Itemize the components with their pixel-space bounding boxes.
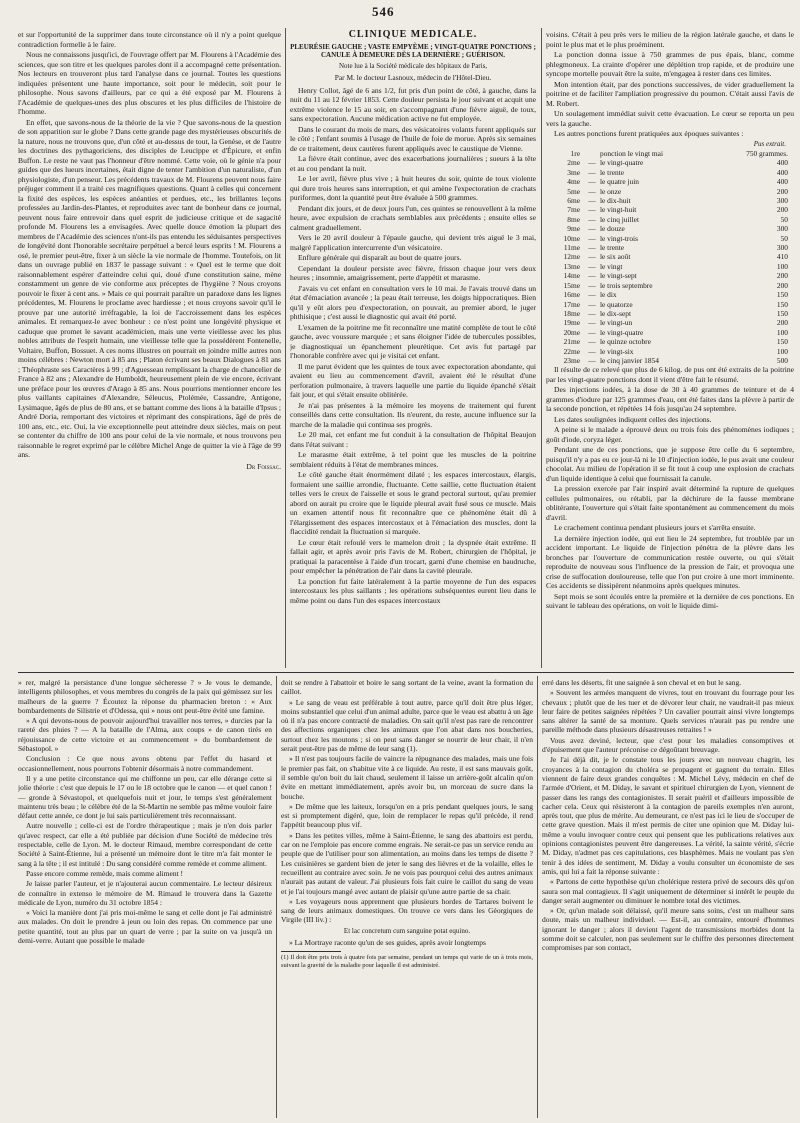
punction-number: 11me — [563, 243, 580, 253]
column-clinique-continued — [546, 30, 794, 670]
latin-verse: Et lac concretum cum sanguine potat equino. — [343, 926, 471, 935]
dash: — — [588, 177, 596, 187]
punction-date: le vingt-quatre — [600, 327, 644, 337]
dash: — — [588, 299, 596, 309]
paragraph: La ponction fut faite latéralement à la partie moyenne de l'un des espaces intercostaux les plus saillants ; les opérations subséquentes eurent lieu dans le même point ou dans l'un des espaces intercostaux — [290, 576, 536, 605]
punction-number: 5me — [567, 186, 580, 196]
punction-number: 9me — [567, 224, 580, 234]
punction-date: le quatorze — [600, 299, 633, 309]
punction-number: 21me — [563, 337, 580, 347]
paragraph: et sur l'opportunité de la supprimer dans toute circonstance où il n'y a point quelque contradiction formelle à le faire. — [18, 30, 281, 49]
punction-number: 16me — [563, 290, 580, 300]
punction-date: le trois septembre — [600, 280, 653, 290]
paragraph: La dernière injection iodée, qui eut lieu le 24 septembre, fut troublée par un accident important. Le liquide de l'injection pénétra de la plèvre dans les bronches par l'ouverture de communication restée ouverte, ou qui s'était reproduite de nouveau sous l'influence de la pression de l'air, et provoqua une crise de suffocation douloureuse, telle que l'on put croire à une mort imminente. Ces accidents se dissipèrent néanmoins après quelques minutes. — [546, 533, 794, 591]
punction-number: 23me — [563, 355, 580, 365]
punction-number: 19me — [563, 318, 580, 328]
punction-date: le vingt-un — [600, 318, 633, 328]
pus-amount: 410 — [776, 252, 788, 262]
column-divider — [276, 676, 277, 1118]
paragraph: Passe encore comme remède, mais comme aliment ! — [26, 868, 184, 878]
paragraph: La fièvre était continue, avec des exacerbations journalières ; sueurs à la tête et au cou pendant la nuit. — [290, 154, 536, 173]
punction-date: le dix — [600, 290, 617, 300]
punction-row — [546, 205, 794, 214]
paragraph: Conclusion : Ce que nous avons obtenu par l'effet du hasard et occasionnellement, nous pourrons l'obtenir désormais à notre commandement. — [18, 754, 272, 773]
punction-date: le dix-sept — [600, 308, 631, 318]
dash: — — [588, 280, 596, 290]
paragraph: Il me parut évident que les quintes de toux avec expectoration abondante, qui avaient eu lieu au commencement d'avril, avaient été le résultat d'une perforation pulmonaire, à travers laquelle une partie du liquide épanché s'était fait jour, et qui s'était ensuite oblitérée. — [290, 361, 536, 399]
punction-row — [546, 318, 794, 327]
paragraph: Le marasme était extrême, à tel point que les muscles de la poitrine semblaient réduits à l'état de membranes minces. — [290, 450, 536, 469]
dash: — — [588, 186, 596, 196]
dash: — — [588, 308, 596, 318]
punction-row — [546, 328, 794, 337]
punction-row — [546, 234, 794, 243]
pus-amount: 100 — [776, 261, 788, 271]
pus-amount: 200 — [776, 186, 788, 196]
paragraph: » Or, qu'un malade soit délaissé, qu'il meure sans soins, c'est un malheur sans doute, mais un malheur individuel. — Est-il, au contraire, entouré d'hommes ignorant le danger ; alors il devient l'agent de transmissions morbides dont la somme doit se calculer, non pas seulement sur le chiffre des personnes directement compromises par son contact, — [542, 906, 794, 953]
punction-row — [546, 168, 794, 177]
paragraph: voisins. C'était à peu près vers le milieu de la région latérale gauche, et dans le point le plus mat et le plus proéminent. — [546, 30, 794, 49]
dash: — — [588, 327, 596, 337]
punction-number: 3me — [567, 167, 580, 177]
paragraph: » La Mortraye raconte qu'un de ses guides, après avoir longtemps — [289, 938, 486, 948]
punction-number: 7me — [567, 205, 580, 215]
pus-amount: 150 — [776, 290, 788, 300]
paragraph: » Il n'est pas toujours facile de vaincre la répugnance des malades, mais une fois le premier pas fait, on s'habitue vite à ce liquide. Au reste, il est sans mauvais goût, il semble qu'on boit du lait chaud, seulement il laisse un arrière-goût alcalin qu'on évite en mettant immédiatement, après avoir bu, un morceau de sucre dans la bouche. — [281, 754, 533, 801]
dash: — — [588, 158, 596, 168]
pus-amount: 200 — [776, 205, 788, 215]
punction-row — [546, 300, 794, 309]
pus-amount: 300 — [776, 224, 788, 234]
paragraph: Le 20 mai, cet enfant me fut conduit à la consultation de l'hôpital Beaujon dans l'état suivant : — [290, 430, 536, 449]
punction-date: le douze — [600, 224, 625, 234]
section-author: Par M. le docteur Lasnoux, médecin de l'Hôtel-Dieu. — [334, 73, 492, 82]
punction-date: le quinze octobre — [600, 337, 651, 347]
table-header: Pus extrait. — [753, 139, 786, 148]
paragraph: Je laisse parler l'auteur, et je n'ajouterai aucun commentaire. Le lecteur désireux de connaître in extenso le mémoire de M. Rimaud le trouvera dans la Gazette médicale de Lyon, numéro du 31 octobre 1854 : — [18, 879, 272, 907]
dash: — — [588, 318, 596, 328]
punction-number: 22me — [563, 346, 580, 356]
punction-number: 18me — [563, 308, 580, 318]
punction-row — [546, 271, 794, 280]
punction-row — [546, 281, 794, 290]
dash: — — [588, 290, 596, 300]
punction-number: 20me — [563, 327, 580, 337]
column-clinique-medicale — [290, 30, 536, 670]
paragraph: L'examen de la poitrine me fit reconnaître une matité complète de tout le côté gauche, avec voussure marquée ; et sans éloigner l'idée de tubercules possibles, je diagnostiquai un épanchement pleurétique. Cet avis fut partagé par l'honorable confrère avec qui je visitai cet enfant. — [290, 322, 536, 360]
footnote-divider — [281, 951, 341, 952]
punction-row — [546, 337, 794, 346]
dash: — — [588, 337, 596, 347]
author-signature: Dr Foissac. — [246, 461, 281, 471]
paragraph: » Dans les petites villes, même à Saint-Étienne, le sang des abattoirs est perdu, car on ne l'emploie pas encore comme engrais. Ne serait-ce pas un service rendu au peuple que de l'utiliser pour son alimentation, au moins dans les temps de disette ? Les cuisinières se gardent bien de jeter le sang des lièvres et de la volaille, elles le recueillent au contraire avec soin. Je ne vois pas pourquoi celui des autres animaux n'aurait pas autant de valeur. J'ai plusieurs fois fait cuire le caillot du sang de veau et je l'ai toujours mangé avec autant de plaisir qu'une autre partie de sa chair. — [281, 830, 533, 896]
paragraph: Le côté gauche était énormément dilaté ; les espaces intercostaux, élargis, formaient une saillie arrondie, fluctuante. Cette saillie, cette fluctuation étaient telles vers le creux de l'aisselle et sous le grand pectoral surtout, qu'au premier abord on aurait pu croire que le liquide pleural avait fusé sous ce muscle. Mais un examen attentif nous fit reconnaître que ce phénomène était dû à l'élargissement des espaces intercostaux et à l'émaciation des muscles, dont la flaccidité rendait la fluctuation si marquée. — [290, 470, 536, 536]
paragraph: Il résulte de ce relevé que plus de 6 kilog. de pus ont été extraits de la poitrine par les vingt-quatre ponctions dont il vient d'être fait le résumé. — [546, 365, 794, 384]
punction-row — [546, 262, 794, 271]
pus-amount: 500 — [776, 355, 788, 365]
dash: — — [588, 233, 596, 243]
paragraph: Sept mois se sont écoulés entre la première et la dernière de ces ponctions. En suivant le tableau des opérations, on voit le liquide dimi- — [546, 591, 794, 611]
punction-date: le vingt-six — [600, 346, 634, 356]
punction-row — [546, 252, 794, 261]
punction-number: 10me — [563, 233, 580, 243]
punction-date: le trente — [600, 243, 625, 253]
paragraph: « Voici la manière dont j'ai pris moi-même le sang et celle dont je l'ai administré aux malades. On doit le prendre à jeun ou loin des repas. On commence par une petite quantité, tout au plus par un quart de verre ; par la suite on va jusqu'à un demi-verre. Autant que possible le malade — [18, 908, 272, 946]
punction-date: le trente — [600, 167, 625, 177]
punctions-table — [546, 149, 794, 365]
column-feuilleton-right — [542, 678, 794, 1118]
punction-date: le quatre juin — [600, 177, 639, 187]
paragraph: Le crachement continua pendant plusieurs jours et s'arrêta ensuite. — [554, 523, 756, 533]
punction-number: 17me — [563, 299, 580, 309]
dash: — — [588, 167, 596, 177]
dash: — — [588, 346, 596, 356]
paragraph: Cependant la douleur persiste avec fièvre, frisson chaque jour vers deux heures ; insomnie, amaigrissement, perte d'appétit et marasme. — [290, 263, 536, 282]
punction-number: 14me — [563, 271, 580, 281]
paragraph: Je l'ai déjà dit, je le constate tous les jours avec un nouveau chagrin, les croyances à la contagion du choléra se propagent et gagnent du terrain. Elles viennent de faire deux grandes conquêtes : M. Michel Lévy, médecin en chef de l'armée d'Orient, et M. Diday, le savant et spirituel chirurgien de Lyon, viennent de passer dans les rangs des contagionistes. Il serait puéril et d'ailleurs impossible de cacher cela. Ceux qui résisteront à la contagion de pareils exemples n'en auront, après tout, que plus de mérite. Au demeurant, ce n'est pas ici le lieu de s'occuper de cette grave question. Mais il m'est permis de citer une opinion que M. Diday lui-même a voulu invoquer contre ceux qui pensent que les publications relatives aux opinions contagionistes peuvent être dangereuses. La vérité, la sainte vérité, s'écrie M. Diday, n'admet pas ces capitulations, ces blasphèmes. Mais ne voulant pas s'en tenir à des idées de sentiment, M. Diday a voulu consulter un économiste de ses amis, qui lui a fait la réponse suivante : — [542, 755, 794, 876]
paragraph: A peine si le malade a éprouvé deux ou trois fois des phénomènes iodiques ; goût d'iode, coryza léger. — [546, 425, 794, 444]
pus-amount: 150 — [776, 337, 788, 347]
punction-row — [546, 158, 794, 167]
paragraph: Vers le 20 avril douleur à l'épaule gauche, qui devient très aiguë le 3 mai, malgré l'application intercurrente d'un vésicatoire. — [290, 233, 536, 252]
column-divider — [537, 676, 538, 1118]
punction-row — [546, 215, 794, 224]
pus-amount: 150 — [776, 308, 788, 318]
punction-date: le cinq juillet — [600, 214, 639, 224]
paragraph: erré dans les déserts, fit une saignée à son cheval et en but le sang. — [542, 678, 742, 687]
paragraph: Des injections iodées, à la dose de 30 à 40 grammes de teinture et de 4 grammes d'iodure par 125 grammes d'eau, ont été faites dans la plèvre à partir de la seconde ponction, et répétées 14 fois jusqu'au 24 septembre. — [546, 385, 794, 414]
punction-date: ponction le vingt mai — [600, 149, 664, 158]
paragraph: Autre nouvelle ; celle-ci est de l'ordre thérapeutique ; mais je n'en dois parler qu'avec respect, car elle a été publiée par décision d'une Société de médecine très respectable, celle de Lyon. M. le docteur Rimaud, membre correspondant de cette Société à Saint-Étienne, lui a présenté un mémoire dont le titre m'a fait monter le sang à la tête ; il est intitulé : Du sang considéré comme remède et comme aliment. — [18, 821, 272, 868]
punction-date: le vingt-trois — [600, 233, 638, 243]
page-number: 546 — [372, 4, 395, 19]
paragraph: » A qui devons-nous de pouvoir aujourd'hui travailler nos terres, » durcies par la rareté des pluies ? — A la bataille de l'Alma, aux coups » de canon tirés en réjouissance de cette victoire et au commencement » du bombardement de Sébastopol. » — [18, 716, 272, 754]
column-divider — [285, 28, 286, 668]
paragraph: Un soulagement immédiat suivit cette évacuation. Le cœur se reporta un peu vers la gauche. — [546, 109, 794, 128]
paragraph: Il y a une petite circonstance qui me chiffonne un peu, car elle dérange cette si jolie théorie : c'est que depuis le 17 ou le 18 octobre que le canon — et quel canon ! — gronde à Sévastopol, et quelquefois nuit et jour, le temps s'est généralement maintenu très beau ; le célèbre été de la St-Martin ne semble pas même vouloir faire défaut cette année, ce dont je lui sais particulièrement très reconnaissant. — [18, 773, 272, 821]
section-divider — [18, 672, 794, 673]
paragraph: « Partons de cette hypothèse qu'un cholérique restera privé de secours dès qu'on saura son mal contagieux. Il s'agit uniquement de déterminer si intérêt le peuple du danger serait augmenter ou diminuer le nombre total des victimes. — [542, 877, 794, 905]
dash: — — [588, 243, 596, 253]
dash: — — [588, 214, 596, 224]
pus-amount: 200 — [776, 280, 788, 290]
paragraph: Le cœur était refoulé vers le mamelon droit ; la dyspnée était extrême. Il fallait agir, et après avoir pris l'avis de M. Robert, chirurgien de l'hôpital, je pratiquai la paracentèse à l'aide d'un trocart, garni d'une chemise en baudruche, pour empêcher la pénétration de l'air dans la cavité pleurale. — [290, 537, 536, 575]
column-divider — [541, 28, 542, 668]
paragraph: En effet, que savons-nous de la théorie de la vie ? Que savons-nous de la question de son apparition sur le globe ? Dans cette grande page des mystérieuses obscurités de la nature, nous ne trouvons que, d'un côté et au-dessus de tout, la Genèse, et de l'autre les doctrines des pythagoriciens, des disciples de Leucippe et d'Épicure, et enfin Buffon. Le reste ne vaut pas l'honneur d'être nommé. Cette voie, où le génie n'a pour guides que des lueurs incertaines, était digne de tenter l'ambition d'un naturaliste, d'un physiologiste, d'un penseur. Les précédents travaux de M. Flourens peuvent nous faire préjuger comment il a traité ces magnifiques questions. Quant à celles qui concernent la fixité des espèces, les espèces anéanties et perdues, etc., les brillantes leçons professées au Jardin-des-Plantes, et reproduites avec tant de bonheur dans ce journal, peuvent nous faire entrevoir dans quel esprit de judicieuse critique et de sagacité profonde M. Flourens les a envisagées. Avec quelle douce émotion la plupart des membres de l'Académie des sciences n'ont-ils pas entendu les séduisantes perspectives de longévité dont l'honorable secrétaire perpétuel a bercé leurs esprits ! M. Flourens a osé, le premier peut-être, fixer à un siècle la vie normale de l'homme. Toutefois, on lit dans un ouvrage publié en 1837 le passage suivant : « Quel est le terme que doit raisonnablement espérer d'atteindre celui qui, doué d'une constitution saine, mène constamment un genre de vie conforme aux préceptes de l'hygiène ? Nous croyons pouvoir le fixer à cent ans. » Mais ce qui pourrait paraître un paradoxe dans les lignes précédentes, M. Flourens le proclame avec hardiesse ; et nous croyons savoir qu'il le prouve par une autorité irréfragable, la loi de l'accroissement dans les espèces animales. Et remarquez-le avec bonheur : ce n'est point une longévité physique et caduque que promet le savant académicien, mais une verte vieillesse avec les plus nobles attributs de l'esprit humain, une vieillesse telle que la possédèrent Fontenelle, Voltaire, Buffon, Bossuet. A ces noms illustres on pourrait en joindre mille autres non moins célèbres : Newton mort à 85 ans ; Platon écrivant ses beaux Dialogues à 81 ans ; Théophraste ses Caractères à 99 ; d'Aguesseau remplissant la charge de chancelier de France à 82 ans ; Alexandre de Humboldt, heureusement plein de vie encore, écrivant une préface pour les œuvres d'Arago à 85 ans. Nous pourrions mentionner encore les plus vaillants capitaines d'Alexandre, Séleucus, Ptolémée, Cassandre, Antigone, Lysimaque, âgés de plus de 80 ans, et se battant comme des lions à la bataille d'Ipsus ; André Doria, remportant des victoires et réprimant des conspirations, âgé de près de 100 ans, etc., etc. Oui, la vie exceptionnelle peut atteindre deux siècles, mais on peut se contenter du chiffre de 100 ans pour celui de la vie normale, et nous trouvons peu raisonnable le regret exprimé par le célèbre Michel Ange de quitter la vie à l'âge de 99 ans. — [18, 117, 281, 459]
paragraph: Le 1er avril, fièvre plus vive ; à huit heures du soir, quinte de toux violente qui dure trois heures sans interruption, et qui amène l'expectoration de crachats puriformes, dont la quantité peut être évaluée à 500 grammes. — [290, 174, 536, 202]
paragraph: La pression exercée par l'air inspiré avait déterminé la rupture de quelques cellules pulmonaires, ou rétabli, par la déchirure de la fausse membrane oblitérante, l'ouverture qui s'était faite spontanément au commencement du mois d'avril. — [546, 484, 794, 522]
punction-number: 1re — [570, 149, 580, 158]
dash: — — [588, 261, 596, 271]
punction-row — [546, 309, 794, 318]
section-subtitle: PLEURÉSIE GAUCHE ; VASTE EMPYÈME ; VINGT-QUATRE PONCTIONS ; CANULE À DEMEURE DÈS LA DERNIÈRE ; GUÉRISON. — [290, 42, 536, 59]
punction-number: 12me — [563, 252, 580, 262]
pus-amount: 50 — [780, 214, 788, 224]
pus-amount: 300 — [776, 243, 788, 253]
pus-amount: 200 — [776, 318, 788, 328]
paragraph: Je n'ai pas présentes à la mémoire les moyens de traitement qui furent conseillés dans cette consultation. Ils n'eurent, du reste, aucune influence sur la marche de la maladie qui continua ses progrès. — [290, 400, 536, 429]
footnote: (1) Il doit être pris trois à quatre fois par semaine, pendant un temps qui varie de un à trois mois, suivant la gravité de la maladie pour laquelle il est administré. — [281, 954, 533, 970]
section-note: Note lue à la Société médicale des hôpitaux de Paris, — [338, 61, 488, 70]
pus-amount: 50 — [780, 233, 788, 243]
punction-date: le cinq janvier 1854 — [600, 355, 659, 365]
punction-row — [546, 290, 794, 299]
section-title: CLINIQUE MÉDICALE. — [348, 30, 478, 40]
pus-amount: 200 — [776, 271, 788, 281]
dash — [584, 149, 600, 158]
punction-number: 2me — [567, 158, 580, 168]
punction-number: 4me — [567, 177, 580, 187]
pus-amount: 750 grammes. — [746, 149, 788, 158]
dash: — — [588, 271, 596, 281]
punction-date: le onze — [600, 186, 622, 196]
paragraph: Pendant dix jours, et de deux jours l'un, ces quintes se renouvellent à la même heure, avec expulsion de crachats semblables aux précédents ; ensuite elles se calment graduellement. — [290, 203, 536, 232]
pus-amount: 400 — [776, 167, 788, 177]
punction-number: 6me — [567, 196, 580, 206]
paragraph: Mon intention était, par des ponctions successives, de vider graduellement la poitrine et de faciliter l'ampliation progressive du poumon. C'était aussi l'avis de M. Robert. — [546, 79, 794, 108]
dash: — — [588, 205, 596, 215]
punction-date: le vingt-huit — [600, 205, 637, 215]
paragraph: Les dates soulignées indiquent celles des injections. — [554, 414, 712, 424]
punction-date: le vingt-sept — [600, 271, 637, 281]
paragraph: Enflure générale qui disparaît au bout de quatre jours. — [298, 253, 462, 262]
paragraph: » Le sang de veau est préférable à tout autre, parce qu'il doit être plus léger, moins substantiel que celui d'un animal adulte, parce que le veau est abattu à un âge où il n'a pas encore contracté de maladies. On sait qu'il n'est pas rare de rencontrer des affections organiques chez les animaux que l'on abat dans nos boucheries, surtout chez les moutons ; si on peut sans danger se nourrir de leur chair, il n'en serait peut-être pas de même de leur sang (1). — [281, 697, 533, 754]
paragraph: » De même que les laiteux, lorsqu'on en a pris pendant quelques jours, le sang est si promptement digéré, que, loin de remplacer le repas qu'il précède, il rend l'appétit beaucoup plus vif. — [281, 801, 533, 830]
punction-row — [546, 224, 794, 233]
punction-date: le vingt — [600, 261, 623, 271]
punction-row — [546, 177, 794, 186]
pus-amount: 100 — [776, 327, 788, 337]
punction-number: 8me — [567, 214, 580, 224]
punction-row — [546, 243, 794, 252]
punction-date: le six août — [600, 252, 631, 262]
paragraph: J'avais vu cet enfant en consultation vers le 10 mai. Je l'avais trouvé dans un état d'émaciation avancée ; la peau était terreuse, les doigts hippocratiques. Bien qu'il y eût alors peu d'expectoration, on pouvait, au premier abord, le juger phthisique ; c'est aussi le diagnostic qui avait été porté. — [290, 283, 536, 321]
punction-row — [546, 356, 794, 365]
pus-amount: 150 — [776, 299, 788, 309]
pus-amount: 300 — [776, 196, 788, 206]
pus-amount: 100 — [776, 346, 788, 356]
punction-row — [546, 187, 794, 196]
paragraph: » Souvent les armées manquent de vivres, tout en trouvant du fourrage pour les chevaux ; plutôt que de les tuer et de dévorer leur chair, ne vaudrait-il pas mieux leur faire de petites saignées répétées ? Un cavalier pourrait ainsi vivre longtemps sans altérer la santé de sa monture. Quels services n'aurait pas pu rendre une pareille méthode dans plusieurs désastreuses retraites ! » — [542, 688, 794, 735]
column-feuilleton-left — [18, 678, 272, 1118]
dash: — — [588, 224, 596, 234]
paragraph: La ponction donna issue à 750 grammes de pus épais, blanc, comme phlegmoneux. La crainte d'opérer une déplétion trop rapide, et de produire une syncope mortelle pouvait être la suite, m'engagea à rester dans ces limites. — [546, 50, 794, 78]
punction-date: le dix-huit — [600, 196, 631, 206]
dash: — — [588, 355, 596, 365]
dash: — — [588, 252, 596, 262]
punction-row — [546, 196, 794, 205]
column-feuilleton-middle — [281, 678, 533, 1118]
paragraph: Vous avez deviné, lecteur, que c'est pour les maladies consomptives et d'épuisement que l'auteur préconise ce dégoûtant breuvage. — [542, 735, 794, 755]
paragraph: Nous ne connaissons jusqu'ici, de l'ouvrage offert par M. Flourens à l'Académie des sciences, que son titre et les quelques paroles dont il a accompagné cette présentation. Nos lecteurs en trouveront plus tard l'analyse dans ce journal. Toutes les questions indiquées présentent une haute importance, soit pour le médecin, soit pour le philosophe. Nous savons d'ailleurs, par ce qui a été exposé par M. Flourens à l'Académie de quelques-unes des plus obscures et les plus difficiles de l'histoire de l'homme. — [18, 50, 281, 116]
column-flourens-review — [18, 30, 281, 670]
paragraph: Pendant une de ces ponctions, que je suppose être celle du 6 septembre, puisqu'il n'y a pas eu ce jour-là ni le 10 d'injection iodée, le pus avait une couleur chocolat. Au milieu de l'opération il se fit tout à coup une explosion de crachats d'un liquide identique à celui que fournissait la canule. — [546, 445, 794, 483]
paragraph: Henry Collot, âgé de 6 ans 1/2, fut pris d'un point de côté, à gauche, dans la nuit du 11 au 12 février 1853. Cette douleur persista le jour suivant et acquit une extrême violence le 15 au soir, en s'accompagnant d'une fièvre aiguë, de toux, sans expectoration. Aucune médication active ne fut employée. — [290, 85, 536, 123]
punction-date: le vingt-quatre — [600, 158, 644, 168]
paragraph: » Les voyageurs nous apprennent que plusieurs hordes de Tartares boivent le sang de leurs animaux domestiques. On trouve ce vers dans les Géorgiques de Virgile (III liv.) : — [281, 896, 533, 925]
dash: — — [588, 196, 596, 206]
punction-number: 13me — [563, 261, 580, 271]
paragraph: » rer, malgré la persistance d'une longue sécheresse ? » Je vous le demande, intelligents philosophes, et vous membres du congrès de la paix qui gémissez sur les malheurs de la guerre ? Écoutez la réponse du pharmacien breton : « Aux bombardements de Silistrie et d'Odessa, qui » nous ont peut-être évité une famine. — [18, 678, 272, 715]
paragraph: Les autres ponctions furent pratiquées aux époques suivantes : — [554, 129, 744, 138]
paragraph: doit se rendre à l'abattoir et boire le sang sortant de la veine, avant la formation du caillot. — [281, 678, 533, 697]
pus-amount: 400 — [776, 177, 788, 187]
punction-number: 15me — [563, 280, 580, 290]
pus-amount: 400 — [776, 158, 788, 168]
punction-row — [546, 347, 794, 356]
punction-row — [546, 149, 794, 158]
paragraph: Dans le courant du mois de mars, des vésicatoires volants furent appliqués sur le côté ; l'enfant soumis à l'usage de l'huile de foie de morue. Après six semaines de ce traitement, deux cautères furent appliqués avec le caustique de Vienne. — [290, 124, 536, 153]
